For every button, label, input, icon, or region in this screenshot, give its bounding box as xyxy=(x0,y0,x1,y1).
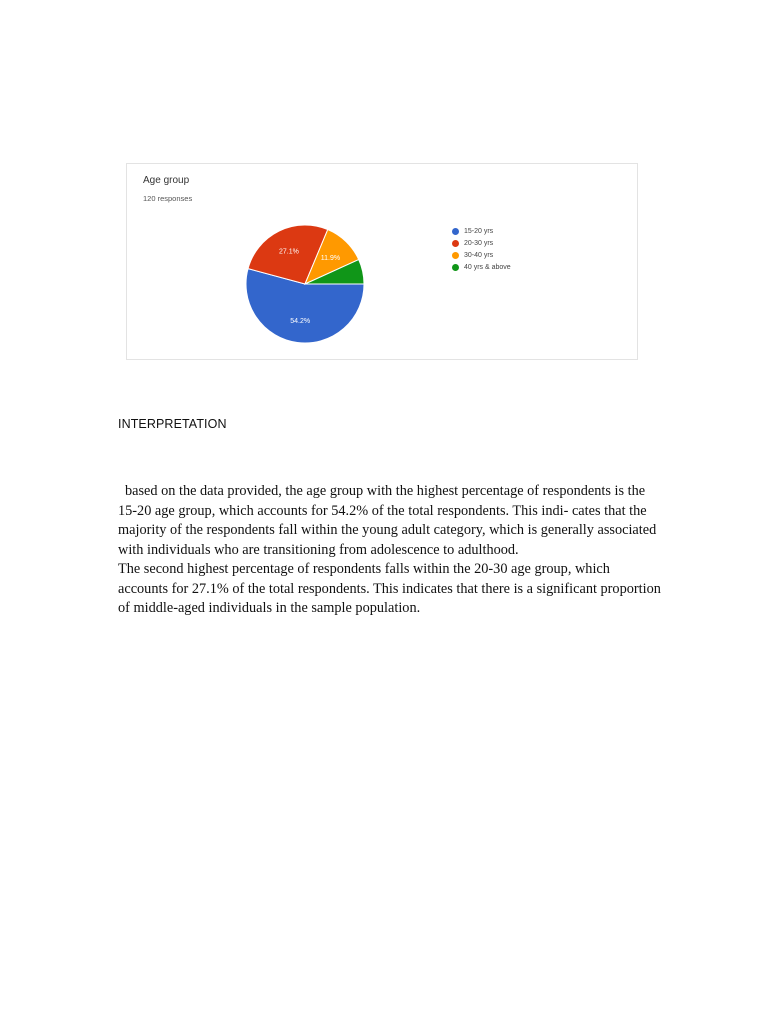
legend-swatch-icon xyxy=(452,264,459,271)
paragraph-2: The second highest percentage of respondents falls within the 20-30 age group, which accounts for 27.1% of the total respondents. This indicates that there is a significant proportion of middle-aged individuals in the sample population. xyxy=(118,561,661,616)
chart-legend xyxy=(452,225,511,273)
paragraph-1-text: based on the data provided, the age group with the highest percentage of respondents is the 15-20 age group, which accounts for 54.2% of the total respondents. This indi- cates that the majority of the respondents fall within the young adult category, which is generally associated with individuals who are transitioning from adolescence to adulthood. xyxy=(118,483,657,558)
pie-data-label-1: 54.2% xyxy=(290,317,311,325)
legend-label: 15-20 yrs xyxy=(464,227,494,235)
legend-label: 40 yrs & above xyxy=(464,263,511,271)
section-heading: INTERPRETATION xyxy=(118,417,227,431)
legend-label: 30-40 yrs xyxy=(464,251,494,259)
legend-swatch-icon xyxy=(452,252,459,259)
legend-item xyxy=(452,249,511,261)
chart-card xyxy=(126,163,638,360)
legend-label: 20-30 yrs xyxy=(464,239,494,247)
legend-swatch-icon xyxy=(452,240,459,247)
pie-data-label-2: 27.1% xyxy=(278,248,299,256)
chart-title: Age group xyxy=(143,175,190,186)
interpretation-text xyxy=(118,482,663,619)
pie-chart xyxy=(127,164,639,361)
legend-item xyxy=(452,237,511,249)
paragraph-1 xyxy=(118,482,663,560)
legend-swatch-icon xyxy=(452,228,459,235)
legend-item xyxy=(452,225,511,237)
pie-data-label-3: 11.9% xyxy=(320,255,341,263)
legend-item xyxy=(452,261,511,273)
chart-response-count: 120 responses xyxy=(143,194,193,203)
